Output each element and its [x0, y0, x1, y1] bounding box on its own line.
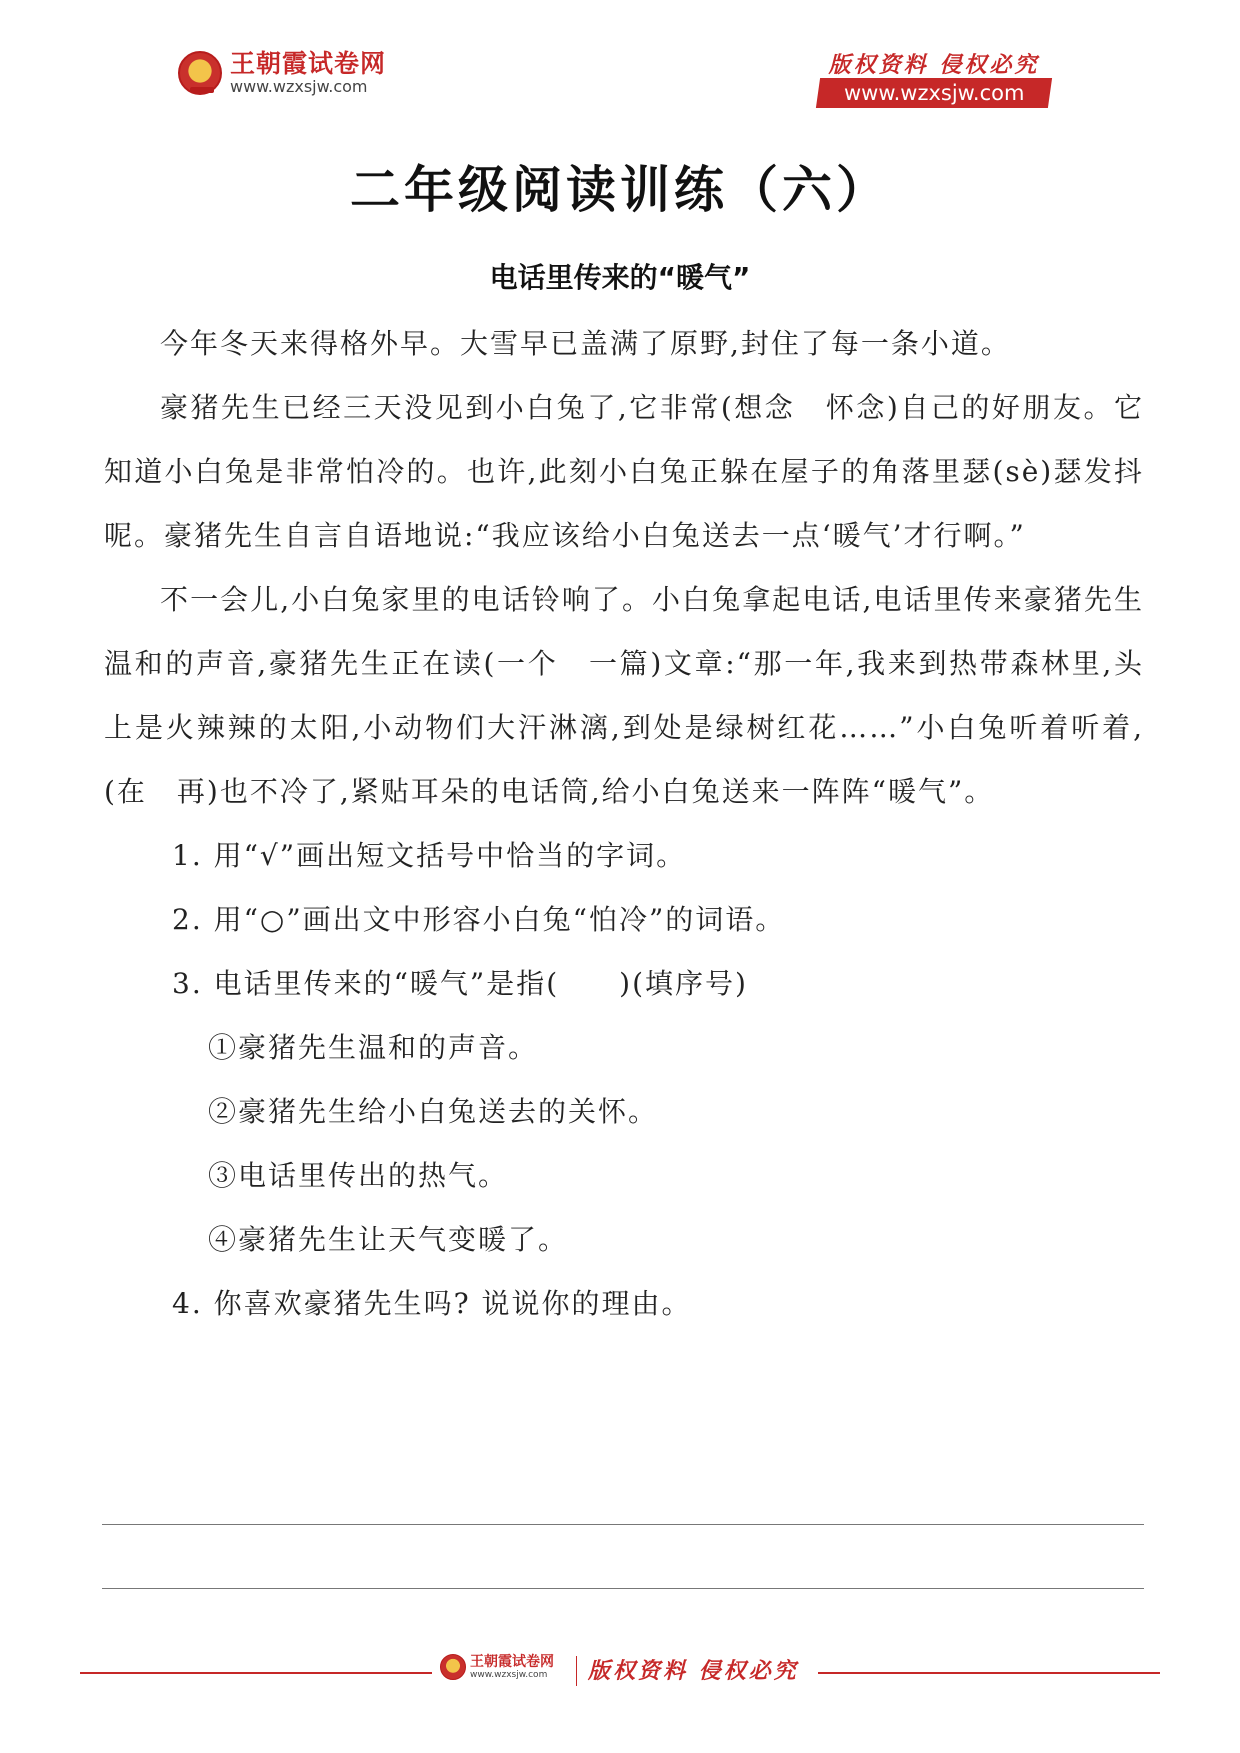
- passage-body: [104, 312, 1144, 1336]
- paragraph-1: 今年冬天来得格外早。大雪早已盖满了原野,封住了每一条小道。: [160, 327, 1011, 360]
- question-2: 2. 用“○”画出文中形容小白兔“怕冷”的词语。: [172, 903, 786, 936]
- footer-separator: [576, 1656, 577, 1686]
- question-1: 1. 用“√”画出短文括号中恰当的字词。: [172, 839, 687, 872]
- option-4: ④豪猪先生让天气变暖了。: [208, 1223, 569, 1256]
- option-1: ①豪猪先生温和的声音。: [208, 1031, 539, 1064]
- page-title: 二年级阅读训练（六）: [350, 161, 890, 219]
- paragraph-2: 豪猪先生已经三天没见到小白兔了,它非常(想念 怀念)自己的好朋友。它知道小白兔是非常怕冷的。也许,此刻小白兔正躲在屋子的角落里瑟(sè)瑟发抖呢。豪猪先生自言自语地说:“我应该给小白兔送去一点‘暖气’才行啊。”: [104, 391, 1144, 552]
- site-logo[interactable]: [178, 50, 386, 96]
- seal-icon: [440, 1654, 466, 1680]
- page-footer: [0, 1648, 1240, 1688]
- answer-line[interactable]: [102, 1524, 1144, 1525]
- page-header: [0, 0, 1240, 120]
- footer-logo-name: 王朝霞试卷网: [470, 1653, 554, 1670]
- footer-logo[interactable]: [440, 1654, 554, 1680]
- question-3: 3. 电话里传来的“暖气”是指( )(填序号): [172, 967, 748, 1000]
- footer-copyright: 版权资料 侵权必究: [588, 1658, 799, 1684]
- logo-text: [230, 50, 386, 96]
- footer-divider-left: [80, 1672, 432, 1674]
- footer-divider-right: [818, 1672, 1160, 1674]
- footer-logo-url: www.wzxsjw.com: [470, 1669, 548, 1680]
- footer-logo-text: [470, 1655, 554, 1680]
- option-3: ③电话里传出的热气。: [208, 1159, 509, 1192]
- site-url-text: www.wzxsjw.com: [843, 81, 1025, 105]
- question-4: 4. 你喜欢豪猪先生吗? 说说你的理由。: [172, 1287, 692, 1320]
- seal-icon: [178, 51, 222, 95]
- option-2: ②豪猪先生给小白兔送去的关怀。: [208, 1095, 659, 1128]
- site-url-banner[interactable]: [816, 78, 1052, 108]
- paragraph-3: 不一会儿,小白兔家里的电话铃响了。小白兔拿起电话,电话里传来豪猪先生温和的声音,豪猪先生正在读(一个 一篇)文章:“那一年,我来到热带森林里,头上是火辣辣的太阳,小动物们大汗淋漓,到处是绿树红花……”小白兔听着听着,(在 再)也不冷了,紧贴耳朵的电话筒,给小白兔送来一阵阵“暖气”。: [104, 583, 1144, 808]
- answer-line[interactable]: [102, 1588, 1144, 1589]
- passage-title: 电话里传来的“暖气”: [489, 261, 751, 294]
- copyright-notice: 版权资料 侵权必究: [828, 52, 1040, 78]
- logo-url: www.wzxsjw.com: [230, 77, 368, 96]
- logo-name: 王朝霞试卷网: [230, 49, 387, 78]
